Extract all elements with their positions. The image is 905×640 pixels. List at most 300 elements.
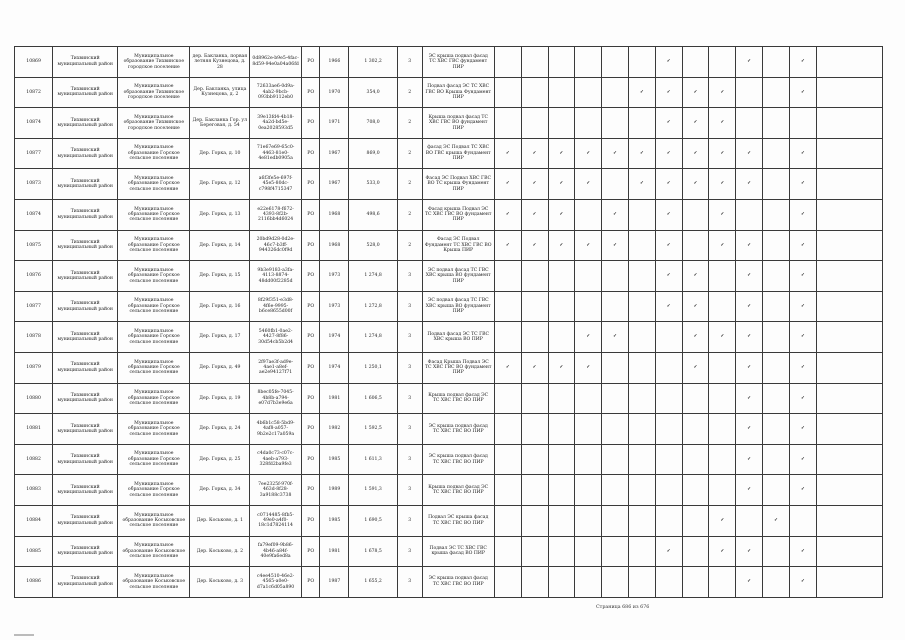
checkmark-icon: ✓: [494, 352, 521, 383]
table-row: [15, 475, 883, 506]
cell-area: 869,0: [349, 138, 398, 169]
empty-cell: [763, 230, 790, 261]
empty-cell: [763, 383, 790, 414]
cell-address: Дер. Горка, д. 49: [190, 352, 250, 383]
cell-district: Тихвинский муниципальный район: [53, 230, 118, 261]
empty-cell: [575, 444, 602, 475]
table-row: [15, 414, 883, 445]
cell-district: Тихвинский муниципальный район: [53, 322, 118, 353]
cell-owner: Муниципальное образование Горское сельское поселение: [118, 414, 190, 445]
checkmark-icon: ✓: [655, 536, 682, 567]
table-body: [15, 47, 883, 598]
cell-code: c4ee4510-46e2-4565-a0e0-d7a1c6d05a890: [250, 567, 302, 598]
cell-address: Дер. Горка, д. 17: [190, 322, 250, 353]
checkmark-icon: ✓: [682, 352, 709, 383]
checkmark-icon: ✓: [709, 108, 736, 139]
cell-address: Дер. Горка, д. 19: [190, 383, 250, 414]
checkmark-icon: ✓: [789, 444, 816, 475]
empty-cell: [628, 567, 655, 598]
empty-cell: [521, 291, 548, 322]
empty-cell: [602, 77, 629, 108]
checkmark-icon: ✓: [789, 138, 816, 169]
empty-cell: [763, 77, 790, 108]
cell-type: РО: [301, 444, 320, 475]
cell-code: 0d8962e-b9e5-4fac-8d59-94e0a04a06fd: [250, 47, 302, 78]
checkmark-icon: ✓: [736, 444, 763, 475]
empty-cell: [548, 444, 575, 475]
cell-id: 10875: [15, 230, 53, 261]
checkmark-icon: ✓: [736, 383, 763, 414]
cell-code: 7ee2325f-970f-463d-8f28-3a9188c3738: [250, 475, 302, 506]
cell-address: Дер. Горка, д. 16: [190, 291, 250, 322]
empty-cell: [548, 261, 575, 292]
cell-owner: Муниципальное образование Горское сельское поселение: [118, 322, 190, 353]
table-row: [15, 47, 883, 78]
checkmark-icon: ✓: [602, 138, 629, 169]
checkmark-icon: ✓: [736, 322, 763, 353]
checkmark-icon: ✓: [521, 169, 548, 200]
cell-address: Дер. Горка, д. 15: [190, 261, 250, 292]
empty-cell: [575, 77, 602, 108]
cell-owner: Муниципальное образование Коськовское сельское поселение: [118, 567, 190, 598]
cell-year: 1967: [320, 138, 349, 169]
housing-register-table: [14, 46, 883, 598]
checkmark-icon: ✓: [655, 291, 682, 322]
checkmark-icon: ✓: [682, 108, 709, 139]
cell-code: e22e6178-f672-4393-8f2b-2116bb4d6024: [250, 199, 302, 230]
cell-area: 1 274,8: [349, 261, 398, 292]
cell-district: Тихвинский муниципальный район: [53, 261, 118, 292]
cell-code: 8f29f351-e3d8-4f6e-9995-b6ce8655d00f: [250, 291, 302, 322]
empty-cell: [521, 77, 548, 108]
checkmark-icon: ✓: [575, 138, 602, 169]
cell-code: 39e13fd4-4b18-4a2d-bd5e-0ea2028593d5: [250, 108, 302, 139]
empty-cell: [628, 414, 655, 445]
empty-cell: [816, 230, 882, 261]
checkmark-icon: ✓: [736, 261, 763, 292]
cell-works: Подвал фасад ЭС ТС ХВС ГВС ВО Крыша Фундамент ПИР: [422, 77, 494, 108]
empty-cell: [736, 108, 763, 139]
empty-cell: [816, 108, 882, 139]
checkmark-icon: ✓: [709, 536, 736, 567]
checkmark-icon: ✓: [521, 199, 548, 230]
cell-district: Тихвинский муниципальный район: [53, 108, 118, 139]
cell-code: fa79ef09-9b86-4b46-a84f-40e9fa6ed8a: [250, 536, 302, 567]
cell-floors: 3: [397, 444, 422, 475]
cell-works: ЭС крыша подвал фасад ТС ХВС ГВС ВО ПИР: [422, 444, 494, 475]
cell-year: 1973: [320, 261, 349, 292]
cell-floors: 3: [397, 47, 422, 78]
cell-year: 1966: [320, 47, 349, 78]
empty-cell: [736, 199, 763, 230]
empty-cell: [575, 47, 602, 78]
cell-works: ЭС подвал фасад ТС ГВС ХВС крыша ВО фундамент ПИР: [422, 291, 494, 322]
empty-cell: [763, 475, 790, 506]
cell-year: 1982: [320, 414, 349, 445]
empty-cell: [709, 352, 736, 383]
empty-cell: [682, 47, 709, 78]
empty-cell: [602, 261, 629, 292]
cell-floors: 2: [397, 138, 422, 169]
cell-district: Тихвинский муниципальный район: [53, 352, 118, 383]
empty-cell: [521, 383, 548, 414]
empty-cell: [816, 505, 882, 536]
empty-cell: [682, 505, 709, 536]
cell-owner: Муниципальное образование Горское сельское поселение: [118, 475, 190, 506]
cell-area: 1 678,5: [349, 536, 398, 567]
cell-year: 1989: [320, 475, 349, 506]
cell-type: РО: [301, 291, 320, 322]
cell-code: 2f97ae3f-ad9e-4ae1-a8ef-ae2e94127f71: [250, 352, 302, 383]
empty-cell: [816, 414, 882, 445]
checkmark-icon: ✓: [655, 47, 682, 78]
cell-address: Дер. Горка, д. 13: [190, 199, 250, 230]
cell-code: 20bd9d28-0d2e-46c7-b3ff-944326dc0f9d: [250, 230, 302, 261]
empty-cell: [789, 505, 816, 536]
empty-cell: [548, 47, 575, 78]
table-row: [15, 444, 883, 475]
cell-district: Тихвинский муниципальный район: [53, 536, 118, 567]
cell-id: 10874: [15, 108, 53, 139]
empty-cell: [494, 108, 521, 139]
checkmark-icon: ✓: [736, 352, 763, 383]
empty-cell: [494, 383, 521, 414]
cell-address: Дер. Бакланка, улица Кузнецова, д. 2: [190, 77, 250, 108]
empty-cell: [763, 567, 790, 598]
cell-area: 1 274,8: [349, 322, 398, 353]
empty-cell: [548, 322, 575, 353]
cell-address: Дер. Коськово, д. 3: [190, 567, 250, 598]
empty-cell: [494, 567, 521, 598]
empty-cell: [521, 47, 548, 78]
checkmark-icon: ✓: [494, 230, 521, 261]
cell-id: 10876: [15, 261, 53, 292]
empty-cell: [655, 414, 682, 445]
empty-cell: [602, 444, 629, 475]
cell-district: Тихвинский муниципальный район: [53, 567, 118, 598]
empty-cell: [494, 77, 521, 108]
table-row: [15, 261, 883, 292]
cell-id: 10874: [15, 199, 53, 230]
empty-cell: [628, 475, 655, 506]
empty-cell: [709, 444, 736, 475]
checkmark-icon: ✓: [682, 322, 709, 353]
cell-area: 708,0: [349, 108, 398, 139]
empty-cell: [816, 322, 882, 353]
table-row: [15, 169, 883, 200]
table-row: [15, 505, 883, 536]
checkmark-icon: ✓: [494, 199, 521, 230]
empty-cell: [816, 47, 882, 78]
empty-cell: [763, 108, 790, 139]
checkmark-icon: ✓: [682, 77, 709, 108]
empty-cell: [628, 444, 655, 475]
empty-cell: [763, 291, 790, 322]
checkmark-icon: ✓: [521, 230, 548, 261]
cell-floors: 3: [397, 536, 422, 567]
empty-cell: [682, 414, 709, 445]
empty-cell: [521, 414, 548, 445]
cell-owner: Муниципальное образование Тихвинское городское поселение: [118, 77, 190, 108]
cell-area: 1 250,1: [349, 352, 398, 383]
cell-floors: 3: [397, 291, 422, 322]
cell-code: 9b3e9183-a3fa-4113-8874-48dd00f2285d: [250, 261, 302, 292]
cell-id: 10886: [15, 567, 53, 598]
cell-owner: Муниципальное образование Тихвинское городское поселение: [118, 108, 190, 139]
cell-works: ЭС крыша подвал фасад ТС ХВС ГВС ВО ПИР: [422, 414, 494, 445]
cell-floors: 3: [397, 475, 422, 506]
table-row: [15, 108, 883, 139]
empty-cell: [709, 47, 736, 78]
empty-cell: [521, 475, 548, 506]
cell-floors: 2: [397, 199, 422, 230]
empty-cell: [816, 567, 882, 598]
empty-cell: [682, 567, 709, 598]
cell-address: Дер. Бакланка Гор. ул Береговая, д. 54: [190, 108, 250, 139]
cell-year: 1974: [320, 322, 349, 353]
empty-cell: [575, 536, 602, 567]
empty-cell: [521, 536, 548, 567]
cell-district: Тихвинский муниципальный район: [53, 77, 118, 108]
empty-cell: [816, 138, 882, 169]
cell-owner: Муниципальное образование Горское сельское поселение: [118, 444, 190, 475]
empty-cell: [655, 383, 682, 414]
checkmark-icon: ✓: [709, 505, 736, 536]
empty-cell: [816, 536, 882, 567]
cell-type: РО: [301, 383, 320, 414]
checkmark-icon: ✓: [602, 199, 629, 230]
cell-area: 1 591,3: [349, 475, 398, 506]
cell-area: 1 592,5: [349, 414, 398, 445]
empty-cell: [575, 475, 602, 506]
empty-cell: [548, 383, 575, 414]
empty-cell: [682, 199, 709, 230]
empty-cell: [763, 536, 790, 567]
empty-cell: [548, 77, 575, 108]
empty-cell: [602, 414, 629, 445]
checkmark-icon: ✓: [709, 77, 736, 108]
empty-cell: [602, 108, 629, 139]
empty-cell: [628, 383, 655, 414]
cell-address: Дер. Горка, д. 10: [190, 138, 250, 169]
empty-cell: [602, 567, 629, 598]
empty-cell: [763, 322, 790, 353]
empty-cell: [628, 199, 655, 230]
checkmark-icon: ✓: [575, 169, 602, 200]
cell-address: дер. Бакланка, порвая летняя Кузнецова, д. 28: [190, 47, 250, 78]
cell-owner: Муниципальное образование Горское сельское поселение: [118, 230, 190, 261]
cell-district: Тихвинский муниципальный район: [53, 383, 118, 414]
checkmark-icon: ✓: [789, 291, 816, 322]
cell-works: ЭС крыша подвал фасад ТС ХВС ГВС ВО ПИР: [422, 567, 494, 598]
empty-cell: [494, 475, 521, 506]
cell-works: Фасад крыша Подвал ЭС ТС ХВС ГВС ВО фундамент ПИР: [422, 199, 494, 230]
empty-cell: [655, 352, 682, 383]
cell-area: 533,0: [349, 169, 398, 200]
checkmark-icon: ✓: [736, 414, 763, 445]
empty-cell: [575, 567, 602, 598]
empty-cell: [494, 414, 521, 445]
checkmark-icon: ✓: [709, 322, 736, 353]
empty-cell: [816, 169, 882, 200]
empty-cell: [682, 475, 709, 506]
empty-cell: [521, 261, 548, 292]
checkmark-icon: ✓: [575, 352, 602, 383]
empty-cell: [655, 475, 682, 506]
cell-type: РО: [301, 322, 320, 353]
empty-cell: [763, 199, 790, 230]
empty-cell: [575, 414, 602, 445]
cell-area: 1 272,8: [349, 291, 398, 322]
cell-year: 1981: [320, 536, 349, 567]
cell-owner: Муниципальное образование Горское сельское поселение: [118, 138, 190, 169]
empty-cell: [682, 230, 709, 261]
empty-cell: [628, 322, 655, 353]
checkmark-icon: ✓: [789, 536, 816, 567]
cell-type: РО: [301, 108, 320, 139]
cell-year: 1974: [320, 352, 349, 383]
cell-area: 1 690,5: [349, 505, 398, 536]
empty-cell: [736, 505, 763, 536]
checkmark-icon: ✓: [789, 199, 816, 230]
empty-cell: [816, 199, 882, 230]
cell-floors: 3: [397, 505, 422, 536]
cell-code: a6f3fe5e-697f-45e5-80dc-c798f4715347: [250, 169, 302, 200]
empty-cell: [816, 352, 882, 383]
empty-cell: [816, 444, 882, 475]
cell-area: 354,0: [349, 77, 398, 108]
cell-floors: 3: [397, 261, 422, 292]
page-footer: Страница 686 из 676: [596, 605, 650, 610]
checkmark-icon: ✓: [789, 567, 816, 598]
cell-type: РО: [301, 414, 320, 445]
checkmark-icon: ✓: [682, 169, 709, 200]
cell-district: Тихвинский муниципальный район: [53, 169, 118, 200]
cell-owner: Муниципальное образование Горское сельское поселение: [118, 199, 190, 230]
table-row: [15, 322, 883, 353]
empty-cell: [521, 444, 548, 475]
empty-cell: [816, 475, 882, 506]
empty-cell: [575, 261, 602, 292]
checkmark-icon: ✓: [789, 47, 816, 78]
empty-cell: [763, 138, 790, 169]
empty-cell: [602, 352, 629, 383]
cell-address: Дер. Горка, д. 12: [190, 169, 250, 200]
cell-code: 5460fb1-0ae2-4427-8f86-30d54cb5b2d4: [250, 322, 302, 353]
cell-year: 1981: [320, 383, 349, 414]
checkmark-icon: ✓: [655, 169, 682, 200]
cell-code: 4b6b1c58-5bd9-4af8-a057-9b2e2c17a059a: [250, 414, 302, 445]
cell-year: 1968: [320, 230, 349, 261]
empty-cell: [494, 505, 521, 536]
empty-cell: [575, 505, 602, 536]
cell-type: РО: [301, 536, 320, 567]
empty-cell: [548, 536, 575, 567]
empty-cell: [816, 383, 882, 414]
cell-id: 10879: [15, 352, 53, 383]
cell-floors: 3: [397, 567, 422, 598]
cell-owner: Муниципальное образование Горское сельское поселение: [118, 261, 190, 292]
checkmark-icon: ✓: [736, 47, 763, 78]
checkmark-icon: ✓: [763, 505, 790, 536]
checkmark-icon: ✓: [548, 169, 575, 200]
cell-floors: 3: [397, 414, 422, 445]
cell-year: 1973: [320, 291, 349, 322]
checkmark-icon: ✓: [709, 138, 736, 169]
checkmark-icon: ✓: [789, 352, 816, 383]
cell-works: Крыша подвал фасад ТС ХВС ГВС ВО фундамент ПИР: [422, 108, 494, 139]
cell-works: фасад ЭС Подвал ТС ХВС ВО ГВС крыша Фундамент ПИР: [422, 138, 494, 169]
empty-cell: [763, 414, 790, 445]
empty-cell: [521, 108, 548, 139]
checkmark-icon: ✓: [548, 199, 575, 230]
checkmark-icon: ✓: [575, 322, 602, 353]
table-row: [15, 199, 883, 230]
cell-id: 10877: [15, 291, 53, 322]
cell-district: Тихвинский муниципальный район: [53, 475, 118, 506]
cell-year: 1985: [320, 444, 349, 475]
checkmark-icon: ✓: [628, 77, 655, 108]
empty-cell: [709, 383, 736, 414]
checkmark-icon: ✓: [602, 230, 629, 261]
empty-cell: [494, 47, 521, 78]
checkmark-icon: ✓: [736, 567, 763, 598]
empty-cell: [548, 505, 575, 536]
cell-area: 1 606,5: [349, 383, 398, 414]
cell-district: Тихвинский муниципальный район: [53, 47, 118, 78]
checkmark-icon: ✓: [789, 77, 816, 108]
empty-cell: [655, 567, 682, 598]
cell-type: РО: [301, 505, 320, 536]
empty-cell: [628, 291, 655, 322]
cell-works: Крыша подвал фасад ЭС ТС ХВС ГВС ВО ПИР: [422, 475, 494, 506]
cell-id: 10881: [15, 414, 53, 445]
empty-cell: [494, 261, 521, 292]
empty-cell: [602, 169, 629, 200]
cell-works: Фасад ЭС Подвал Фундамент ТС ХВС ГВС ВО Крыша ПИР: [422, 230, 494, 261]
empty-cell: [575, 291, 602, 322]
cell-district: Тихвинский муниципальный район: [53, 414, 118, 445]
table-row: [15, 230, 883, 261]
empty-cell: [602, 475, 629, 506]
page-edge-mark: [14, 634, 34, 636]
cell-year: 1967: [320, 169, 349, 200]
cell-type: РО: [301, 475, 320, 506]
empty-cell: [521, 567, 548, 598]
checkmark-icon: ✓: [736, 475, 763, 506]
checkmark-icon: ✓: [789, 475, 816, 506]
cell-year: 1968: [320, 199, 349, 230]
cell-floors: 3: [397, 383, 422, 414]
cell-type: РО: [301, 199, 320, 230]
checkmark-icon: ✓: [682, 291, 709, 322]
cell-code: c0714485-8fb5-49e0-a4f0-18c1d7824114: [250, 505, 302, 536]
empty-cell: [548, 108, 575, 139]
cell-year: 1987: [320, 567, 349, 598]
empty-cell: [602, 47, 629, 78]
cell-type: РО: [301, 47, 320, 78]
cell-id: 10877: [15, 138, 53, 169]
checkmark-icon: ✓: [789, 383, 816, 414]
checkmark-icon: ✓: [789, 322, 816, 353]
table-row: [15, 536, 883, 567]
cell-code: 71e67e69-65c0-4463-81e0-4e81edb0905a: [250, 138, 302, 169]
empty-cell: [602, 383, 629, 414]
empty-cell: [816, 261, 882, 292]
cell-type: РО: [301, 352, 320, 383]
empty-cell: [521, 322, 548, 353]
cell-id: 10885: [15, 536, 53, 567]
